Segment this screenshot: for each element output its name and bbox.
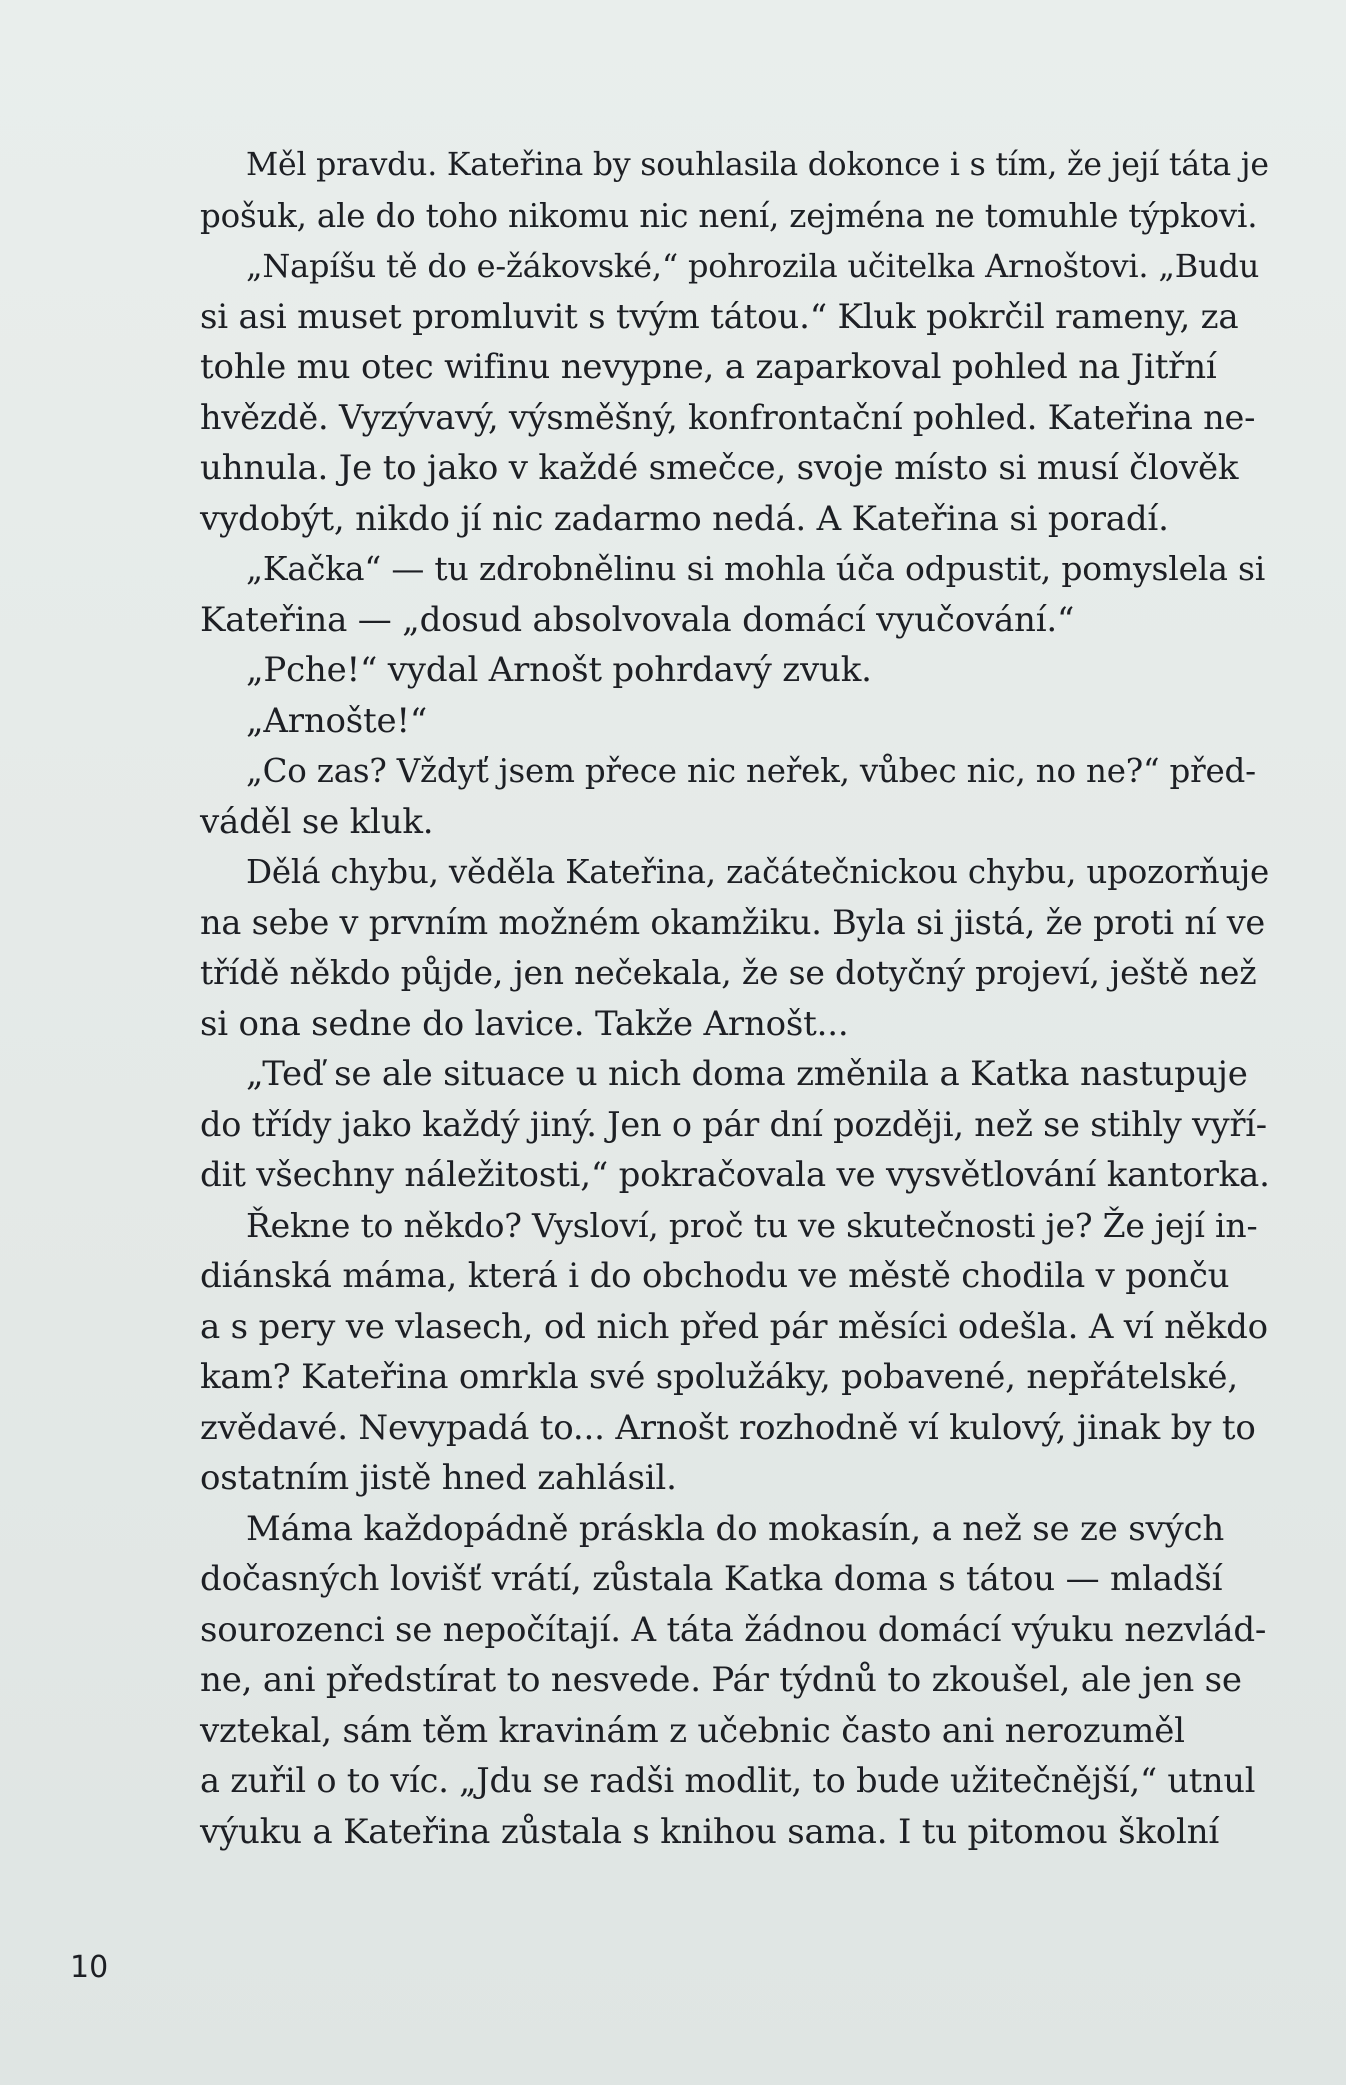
text-line: „Napíšu tě do e-žákovské,“ pohrozila učitelka Arnoštovi. „Budu — [246, 247, 1260, 285]
text-line: diánská máma, která i do obchodu ve městě chodila v ponču — [200, 1256, 1230, 1296]
text-line: třídě někdo půjde, jen nečekala, že se dotyčný projeví, ještě než — [200, 953, 1257, 992]
text-line: „Pche!“ vydal Arnošt pohrdavý zvuk. — [246, 650, 872, 690]
text-line: „Teď se ale situace u nich doma změnila a Katka nastupuje — [246, 1054, 1248, 1094]
text-line: sourozenci se nepočítají. A táta žádnou domácí výuku nezvlád- — [200, 1609, 1267, 1650]
text-line: tohle mu otec wifinu nevypne, a zaparkoval pohled na Jitřní — [200, 347, 1217, 387]
text-line: dit všechny náležitosti,“ pokračovala ve vysvětlování kantorka. — [200, 1155, 1270, 1195]
text-line: Měl pravdu. Kateřina by souhlasila dokonce i s tím, že její táta je — [246, 147, 1269, 183]
text-line: na sebe v prvním možném okamžiku. Byla si jistá, že proti ní ve — [200, 902, 1266, 942]
text-line: a zuřil o to víc. „Jdu se radši modlit, to bude užitečnější,“ utnul — [200, 1761, 1256, 1800]
text-line: do třídy jako každý jiný. Jen o pár dní později, než se stihly vyří- — [200, 1104, 1267, 1144]
text-line: váděl se kluk. — [200, 801, 434, 842]
text-line: dočasných lovišť vrátí, zůstala Katka doma s tátou — mladší — [200, 1559, 1223, 1599]
text-line: uhnula. Je to jako v každé smečce, svoje místo si musí člověk — [200, 448, 1239, 488]
text-line: si ona sedne do lavice. Takže Arnošt... — [200, 1003, 849, 1044]
text-line: zvědavé. Nevypadá to... Arnošt rozhodně ví kulový, jinak by to — [200, 1407, 1256, 1448]
text-line: ne, ani předstírat to nesvede. Pár týdnů to zkoušel, ale jen se — [200, 1660, 1242, 1700]
text-line: Kateřina — „dosud absolvovala domácí vyučování.“ — [200, 599, 1075, 640]
text-line: vztekal, sám těm kravinám z učebnic často ani nerozuměl — [200, 1710, 1185, 1751]
text-line: hvězdě. Vyzývavý, výsměšný, konfrontační pohled. Kateřina ne- — [200, 397, 1256, 437]
text-line: pošuk, ale do toho nikomu nic není, zejména ne tomuhle týpkovi. — [200, 196, 1258, 235]
text-line: výuku a Kateřina zůstala s knihou sama. I tu pitomou školní — [200, 1811, 1220, 1852]
text-line: Řekne to někdo? Vysloví, proč tu ve skutečnosti je? Že její in- — [246, 1205, 1258, 1245]
body-text — [200, 140, 1270, 1857]
page-number: 10 — [70, 1950, 109, 1985]
text-line: kam? Kateřina omrkla své spolužáky, pobavené, nepřátelské, — [200, 1357, 1238, 1397]
text-line: ostatním jistě hned zahlásil. — [200, 1458, 677, 1498]
text-line: a s pery ve vlasech, od nich před pár měsíci odešla. A ví někdo — [200, 1306, 1268, 1347]
text-line: Dělá chybu, věděla Kateřina, začátečnickou chybu, upozorňuje — [246, 853, 1270, 891]
text-line: „Kačka“ — tu zdrobnělinu si mohla úča odpustit, pomyslela si — [246, 549, 1266, 588]
text-line: Máma každopádně práskla do mokasín, a než se ze svých — [246, 1508, 1225, 1549]
text-line: vydobýt, nikdo jí nic zadarmo nedá. A Kateřina si poradí. — [200, 498, 1169, 539]
text-line: „Arnošte!“ — [246, 700, 428, 741]
text-line: „Co zas? Vždyť jsem přece nic neřek, vůbec nic, no ne?“ před- — [246, 752, 1256, 790]
text-line: si asi muset promluvit s tvým tátou.“ Kluk pokrčil rameny, za — [200, 296, 1239, 337]
